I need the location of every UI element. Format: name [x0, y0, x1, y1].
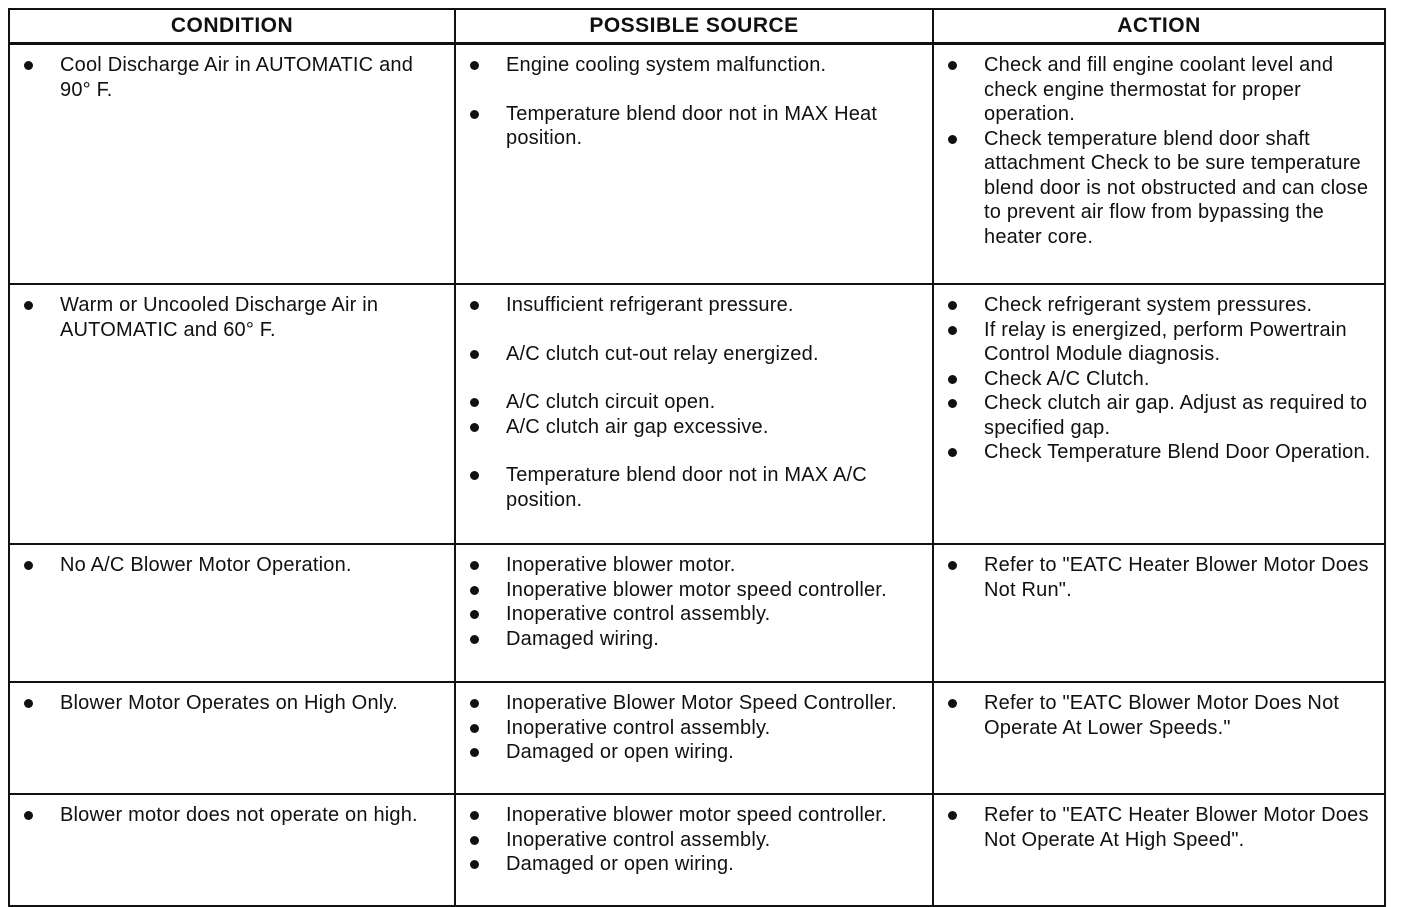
- table-row: [9, 794, 1385, 906]
- list-item: Check and fill engine coolant level and check engine thermostat for proper operation.: [946, 53, 1378, 127]
- condition-cell: [9, 794, 455, 906]
- list-item: Inoperative control assembly.: [468, 602, 926, 627]
- list-item: A/C clutch circuit open.: [468, 390, 926, 415]
- list-item: Damaged wiring.: [468, 627, 926, 652]
- source-list: [468, 53, 926, 151]
- action-cell: [933, 682, 1385, 794]
- condition-list: [22, 293, 448, 342]
- list-item: Inoperative Blower Motor Speed Controller.: [468, 691, 926, 716]
- list-item: Inoperative control assembly.: [468, 828, 926, 853]
- diagnosis-table: [8, 8, 1386, 907]
- action-header: ACTION: [933, 9, 1385, 44]
- source-list: [468, 803, 926, 877]
- header-row: [9, 9, 1385, 44]
- list-item: No A/C Blower Motor Operation.: [22, 553, 448, 578]
- action-list: [946, 53, 1378, 249]
- action-list: [946, 803, 1378, 852]
- list-item: Refer to "EATC Heater Blower Motor Does Not Operate At High Speed".: [946, 803, 1378, 852]
- list-item: Check A/C Clutch.: [946, 367, 1378, 392]
- action-list: [946, 553, 1378, 602]
- source-cell: [455, 794, 933, 906]
- condition-cell: [9, 544, 455, 682]
- possible-source-header: POSSIBLE SOURCE: [455, 9, 933, 44]
- list-item: Inoperative blower motor speed controller.: [468, 578, 926, 603]
- list-item: A/C clutch cut-out relay energized.: [468, 342, 926, 367]
- list-item: If relay is energized, perform Powertrain Control Module diagnosis.: [946, 318, 1378, 367]
- list-item: Check Temperature Blend Door Operation.: [946, 440, 1378, 465]
- list-item: Inoperative control assembly.: [468, 716, 926, 741]
- table-row: [9, 44, 1385, 285]
- condition-cell: [9, 44, 455, 285]
- list-item: Inoperative blower motor speed controller.: [468, 803, 926, 828]
- table-row: [9, 682, 1385, 794]
- source-cell: [455, 544, 933, 682]
- condition-list: [22, 553, 448, 578]
- list-item: Damaged or open wiring.: [468, 852, 926, 877]
- table-row: [9, 544, 1385, 682]
- source-list: [468, 293, 926, 512]
- source-list: [468, 553, 926, 651]
- condition-header: CONDITION: [9, 9, 455, 44]
- list-item: Temperature blend door not in MAX Heat position.: [468, 102, 926, 151]
- source-cell: [455, 682, 933, 794]
- list-item: Cool Discharge Air in AUTOMATIC and 90° F.: [22, 53, 448, 102]
- source-cell: [455, 44, 933, 285]
- list-item: Engine cooling system malfunction.: [468, 53, 926, 78]
- list-item: Refer to "EATC Heater Blower Motor Does Not Run".: [946, 553, 1378, 602]
- action-cell: [933, 544, 1385, 682]
- list-item: Warm or Uncooled Discharge Air in AUTOMATIC and 60° F.: [22, 293, 448, 342]
- list-item: A/C clutch air gap excessive.: [468, 415, 926, 440]
- list-item: Inoperative blower motor.: [468, 553, 926, 578]
- condition-list: [22, 691, 448, 716]
- action-list: [946, 691, 1378, 740]
- list-item: Check temperature blend door shaft attachment Check to be sure temperature blend door is not obstructed and can close to prevent air flow from bypassing the heater core.: [946, 127, 1378, 250]
- list-item: Refer to "EATC Blower Motor Does Not Operate At Lower Speeds.": [946, 691, 1378, 740]
- condition-cell: [9, 682, 455, 794]
- list-item: Check clutch air gap. Adjust as required to specified gap.: [946, 391, 1378, 440]
- list-item: Check refrigerant system pressures.: [946, 293, 1378, 318]
- list-item: Insufficient refrigerant pressure.: [468, 293, 926, 318]
- list-item: Temperature blend door not in MAX A/C position.: [468, 463, 926, 512]
- list-item: Damaged or open wiring.: [468, 740, 926, 765]
- condition-list: [22, 53, 448, 102]
- list-item: Blower motor does not operate on high.: [22, 803, 448, 828]
- condition-list: [22, 803, 448, 828]
- list-item: Blower Motor Operates on High Only.: [22, 691, 448, 716]
- source-list: [468, 691, 926, 765]
- action-list: [946, 293, 1378, 465]
- action-cell: [933, 44, 1385, 285]
- source-cell: [455, 284, 933, 544]
- action-cell: [933, 284, 1385, 544]
- table-row: [9, 284, 1385, 544]
- condition-cell: [9, 284, 455, 544]
- action-cell: [933, 794, 1385, 906]
